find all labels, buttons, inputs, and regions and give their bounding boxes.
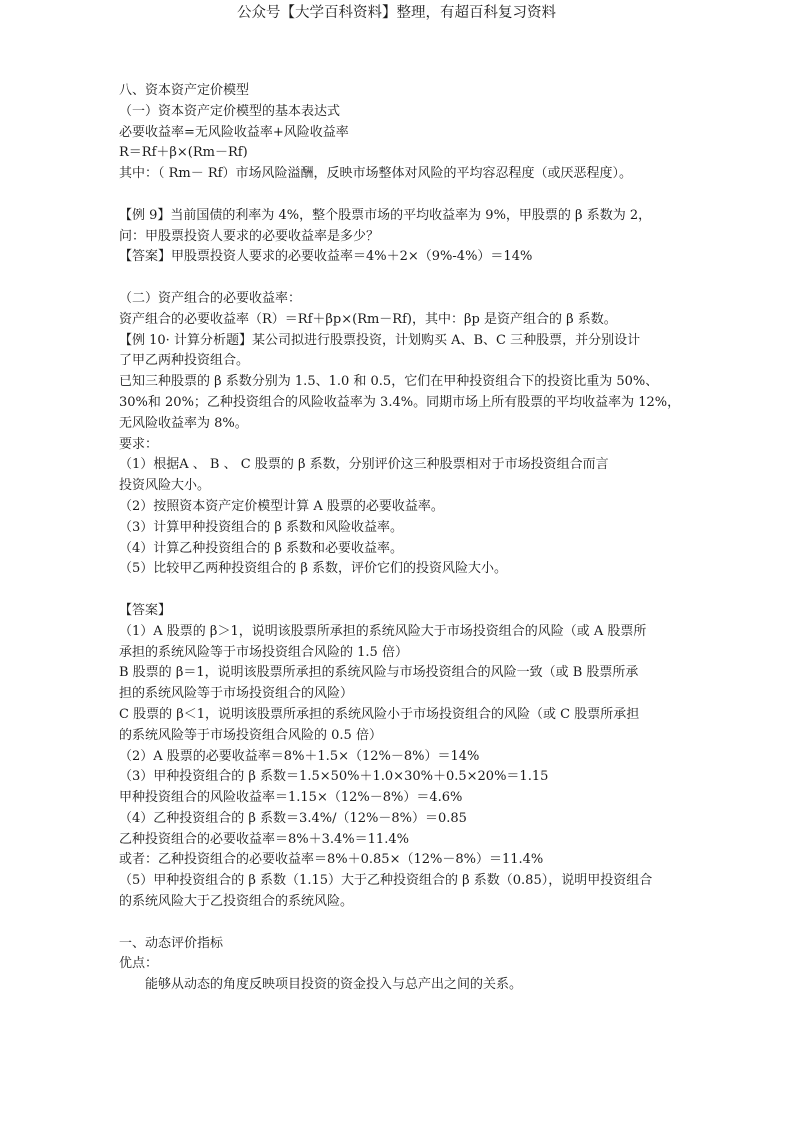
subsection-heading: （一）资本资产定价模型的基本表达式 [119, 103, 341, 119]
requirement-item: （1）根据A 、 B 、 C 股票的 β 系数，分别评价这三种股票相对于市场投资组合而言 [119, 457, 609, 473]
answer-line: 担的系统风险等于市场投资组合的风险） [119, 686, 354, 702]
answer-line: （3）甲种投资组合的 β 系数＝1.5×50%＋1.0×30%＋0.5×20%＝1.15 [119, 769, 549, 785]
example-line: 问：甲股票投资人要求的必要收益率是多少？ [119, 228, 380, 244]
spacer [119, 268, 679, 289]
text-line: 30%和 20%；乙种投资组合的风险收益率为 3.4%。同期市场上所有股票的平均收益率为 12%， [119, 394, 681, 410]
requirement-item: （3）计算甲种投资组合的 β 系数和风险收益率。 [119, 519, 404, 535]
spacer [119, 580, 679, 601]
requirement-item: （4）计算乙种投资组合的 β 系数和必要收益率。 [119, 540, 404, 556]
example-line: 了甲乙两种投资组合。 [119, 353, 250, 369]
example-line: 【例 9】当前国债的利率为 4%，整个股票市场的平均收益率为 9%，甲股票的 β 系数为 2， [119, 207, 652, 223]
document-body [119, 81, 679, 996]
answer-line: 的系统风险大于乙投资组合的系统风险。 [119, 894, 354, 910]
requirements-label: 要求： [119, 436, 159, 452]
text-line: 已知三种股票的 β 系数分别为 1.5、1.0 和 0.5，它们在甲种投资组合下的投资比重为 50%、 [119, 374, 659, 390]
answer-heading: 【答案】 [119, 602, 172, 618]
answer-line: （1）A 股票的 β＞1，说明该股票所承担的系统风险大于市场投资组合的风险（或 A 股票所 [119, 623, 647, 639]
example-line: 【例 10· 计算分析题】某公司拟进行股票投资，计划购买 A、B、C 三种股票，并分别设计 [119, 332, 641, 348]
requirement-item: 投资风险大小。 [119, 478, 211, 494]
text-line: 必要收益率=无风险收益率+风险收益率 [119, 124, 349, 140]
text-line: 无风险收益率为 8%。 [119, 415, 248, 431]
answer-line: （2）A 股票的必要收益率＝8%＋1.5×（12%－8%）＝14% [119, 748, 480, 764]
spacer [119, 913, 679, 934]
formula-line: R＝Rf＋β×(Rm－Rf) [119, 145, 248, 161]
section-heading: 八、资本资产定价模型 [119, 83, 250, 98]
answer-line: 【答案】甲股票投资人要求的必要收益率＝4%＋2×（9%-4%）＝14% [119, 249, 533, 265]
answer-line: 的系统风险等于市场投资组合风险的 0.5 倍） [119, 727, 382, 743]
answer-line: 承担的系统风险等于市场投资组合风险的 1.5 倍） [119, 644, 408, 660]
spacer [119, 185, 679, 206]
answer-line: 乙种投资组合的必要收益率＝8%＋3.4%＝11.4% [119, 831, 409, 847]
answer-line: 或者：乙种投资组合的必要收益率＝8%＋0.85×（12%－8%）＝11.4% [119, 852, 544, 868]
formula-line: 资产组合的必要收益率（R）＝Rf＋βp×(Rm－Rf)，其中：βp 是资产组合的 β 系数。 [119, 311, 617, 327]
answer-line: C 股票的 β＜1，说明该股票所承担的系统风险小于市场投资组合的风险（或 C 股票所承担 [119, 706, 640, 722]
answer-line: （4）乙种投资组合的 β 系数＝3.4%/（12%－8%）＝0.85 [119, 810, 467, 826]
subsection-heading: （二）资产组合的必要收益率： [119, 290, 302, 306]
answer-line: B 股票的 β＝1，说明该股票所承担的系统风险与市场投资组合的风险一致（或 B 股票所承 [119, 665, 639, 681]
requirement-item: （5）比较甲乙两种投资组合的 β 系数，评价它们的投资风险大小。 [119, 561, 508, 577]
requirement-item: （2）按照资本资产定价模型计算 A 股票的必要收益率。 [119, 498, 444, 514]
answer-line: （5）甲种投资组合的 β 系数（1.15）大于乙种投资组合的 β 系数（0.85），说明甲投资组合 [119, 873, 653, 889]
text-line: 能够从动态的角度反映项目投资的资金投入与总产出之间的关系。 [145, 977, 523, 993]
answer-line: 甲种投资组合的风险收益率＝1.15×（12%－8%）＝4.6% [119, 790, 463, 806]
page-header: 公众号【大学百科资料】整理，有超百科复习资料 [237, 5, 556, 21]
text-line: 优点： [119, 956, 159, 972]
text-line: 其中：（ Rm－ Rf）市场风险溢酬，反映市场整体对风险的平均容忍程度（或厌恶程度）。 [119, 166, 632, 182]
section-heading: 一、动态评价指标 [119, 935, 224, 951]
